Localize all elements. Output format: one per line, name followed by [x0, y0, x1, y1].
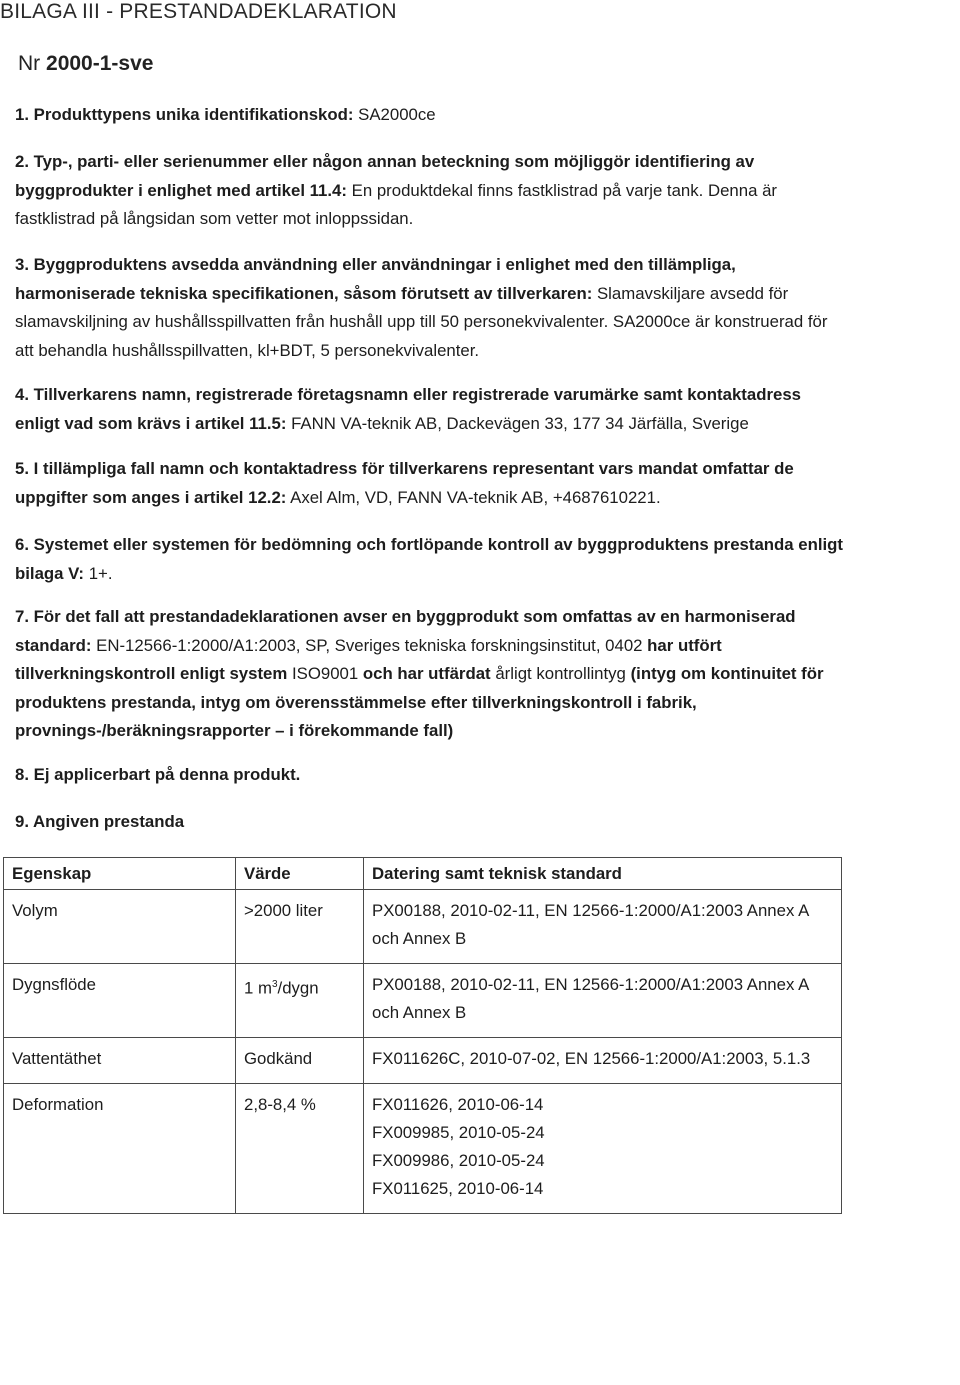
section-2-value: En produktdekal finns fastklistrad på varje tank. Denna är fastklistrad på långsidan som vetter mot inloppssidan.: [15, 180, 778, 228]
section-2: [15, 148, 845, 234]
section-4: [15, 381, 845, 438]
header-cell-standard: Datering samt teknisk standard: [364, 858, 842, 890]
section-1: [15, 101, 845, 130]
section-6-value: 1+.: [88, 563, 113, 583]
header-cell-value: Värde: [236, 858, 364, 890]
section-9-label: 9. Angiven prestanda: [15, 812, 185, 831]
section-4-value: FANN VA-teknik AB, Dackevägen 33, 177 34 Järfälla, Sverige: [291, 413, 749, 433]
section-1-label: 1. Produkttypens unika identifikationskod:: [15, 105, 354, 124]
standard-line: FX009985, 2010-05-24: [372, 1123, 545, 1142]
table-row: [4, 1084, 842, 1214]
section-9: [15, 808, 845, 837]
cell-value: 2,8-8,4 %: [236, 1084, 364, 1214]
section-7-label-3: och har utfärdat: [362, 664, 491, 683]
table-header-row: [4, 858, 842, 890]
cell-standard: FX011626C, 2010-07-02, EN 12566-1:2000/A1:2003, 5.1.3: [364, 1038, 842, 1084]
cell-value: >2000 liter: [236, 890, 364, 964]
section-3-label: 3. Byggproduktens avsedda användning eller användningar i enlighet med den tillämpliga, harmoniserade tekniska specifikationen, såsom förutsett av tillverkaren:: [15, 255, 736, 303]
section-6-label: 6. Systemet eller systemen för bedömning och fortlöpande kontroll av byggproduktens prestanda enligt bilaga V:: [15, 535, 844, 583]
section-7: [15, 603, 845, 746]
cell-standard: [364, 1084, 842, 1214]
cell-property: Dygnsflöde: [4, 964, 236, 1038]
cell-property: Vattentäthet: [4, 1038, 236, 1084]
section-7-value-3: årligt kontrollintyg: [495, 664, 626, 683]
cell-value-tail: /dygn: [277, 978, 319, 998]
cell-standard: PX00188, 2010-02-11, EN 12566-1:2000/A1:2003 Annex A och Annex B: [364, 890, 842, 964]
cell-property: Volym: [4, 890, 236, 964]
header-cell-property: Egenskap: [4, 858, 236, 890]
section-8: [15, 761, 845, 790]
section-3: [15, 251, 845, 365]
cell-value: Godkänd: [236, 1038, 364, 1084]
cell-property: Deformation: [4, 1084, 236, 1214]
standard-line: FX011625, 2010-06-14: [372, 1179, 544, 1198]
table-row: [4, 964, 842, 1038]
section-2-label: 2. Typ-, parti- eller serienummer eller någon annan beteckning som möjliggör identifiering av byggprodukter i enlighet med artikel 11.4:: [15, 152, 755, 200]
performance-table: [3, 857, 842, 1214]
section-7-label-4: (intyg om kontinuitet för produktens prestanda, intyg om överensstämmelse efter tillverkningskontroll i fabrik, provnings-/beräkningsrapporter – i förekommande fall): [15, 664, 824, 740]
table-row: [4, 1038, 842, 1084]
section-3-value: Slamavskiljare avsedd för slamavskiljning av hushållsspillvatten från hushåll upp till 50 personekvivalenter. SA2000ce är konstruerad för att behandla hushållsspillvatten, kl+BDT, 5 personekvivalenter.: [15, 283, 828, 360]
standard-line: FX009986, 2010-05-24: [372, 1151, 545, 1170]
section-8-label: 8. Ej applicerbart på denna produkt.: [15, 765, 301, 784]
section-6: [15, 531, 845, 588]
section-5-label: 5. I tillämpliga fall namn och kontaktadress för tillverkarens representant vars mandat omfattar de uppgifter som anges i artikel 12.2:: [15, 459, 794, 507]
section-7-label: 7. För det fall att prestandadeklarationen avser en byggprodukt som omfattas av en harmoniserad standard:: [15, 607, 796, 655]
document-title: BILAGA III - PRESTANDADEKLARATION: [0, 0, 397, 23]
document-number: [18, 52, 153, 76]
section-4-label: 4. Tillverkarens namn, registrerade företagsnamn eller registrerade varumärke samt kontaktadress enligt vad som krävs i artikel 11.5:: [15, 385, 801, 433]
cell-standard: PX00188, 2010-02-11, EN 12566-1:2000/A1:2003 Annex A och Annex B: [364, 964, 842, 1038]
cell-value-main: 1 m: [244, 978, 272, 998]
document-number-value: 2000-1-sve: [46, 52, 154, 75]
standard-line: FX011626, 2010-06-14: [372, 1095, 544, 1114]
cell-value-superscript: 3: [271, 979, 278, 990]
section-7-label-2: har utfört tillverkningskontroll enligt system: [15, 635, 722, 683]
section-5-value: Axel Alm, VD, FANN VA-teknik AB, +4687610221.: [290, 487, 661, 507]
section-5: [15, 455, 845, 512]
section-1-value: SA2000ce: [358, 105, 436, 124]
document-number-prefix: Nr: [18, 52, 41, 75]
cell-value: [236, 964, 364, 1038]
table-row: [4, 890, 842, 964]
section-7-value-2: ISO9001: [291, 664, 359, 683]
section-7-value: EN-12566-1:2000/A1:2003, SP, Sveriges tekniska forskningsinstitut, 0402: [96, 635, 643, 655]
